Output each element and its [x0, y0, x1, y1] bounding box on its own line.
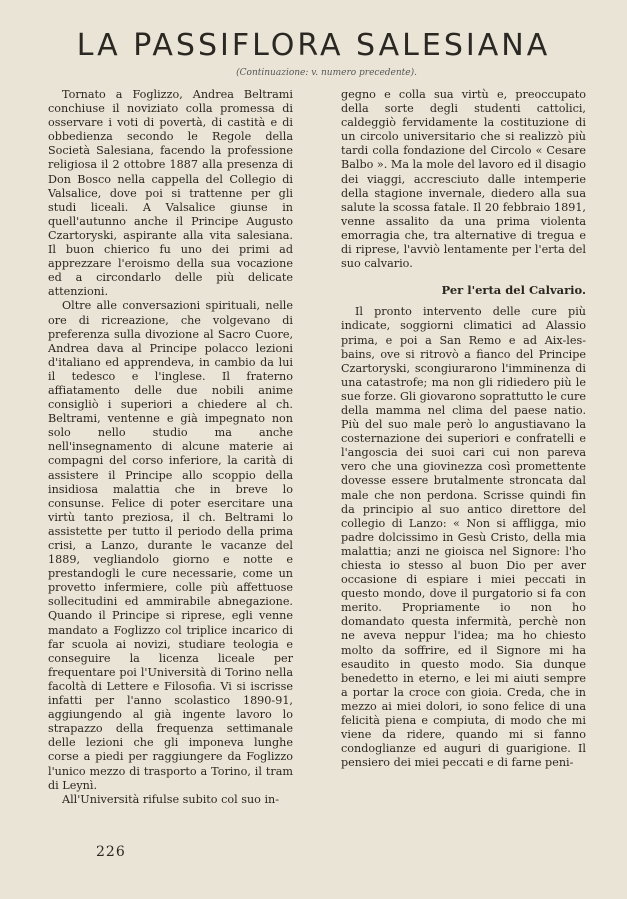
left-column: [48, 88, 293, 807]
paragraph: Tornato a Foglizzo, Andrea Beltrami conchiuse il noviziato colla promessa di osservare i voti di povertà, di castità e di obbedienza secondo le Regole della Società Salesiana, facendo la professione religiosa il 2 ottobre 1887 alla presenza di Don Bosco nella cappella del Collegio di Valsalice, dove poi si trattenne per gli studi liceali. A Valsalice giunse in quell'autunno anche il Principe Augusto Czartoryski, aspirante alla vita salesiana. Il buon chierico fu uno dei primi ad apprezzare l'eroismo della sua vocazione ed a circondarlo delle più delicate attenzioni.: [48, 88, 293, 299]
right-column: [341, 88, 586, 770]
continuation-note: (Continuazione: v. numero precedente).: [236, 68, 417, 78]
paragraph: All'Università rifulse subito col suo in-: [62, 792, 280, 806]
paragraph: Oltre alle conversazioni spirituali, nelle ore di ricreazione, che volgevano di preferenza sulla divozione al Sacro Cuore, Andrea dava al Principe polacco lezioni d'italiano ed apprendeva, in cambio da lui il tedesco e l'inglese. Il fraterno affiatamento delle due nobili anime consigliò i superiori a chiedere al ch. Beltrami, ventenne e già impegnato non solo nello studio ma anche nell'insegnamento di alcune materie ai compagni del corso inferiore, la carità di assistere il Principe allo scoppio della insidiosa malattia che in breve lo consunse. Felice di poter esercitare una virtù tanto preziosa, il ch. Beltrami lo assistette per tutto il periodo della prima crisi, a Lanzo, durante le vacanze del 1889, vegliandolo giorno e notte e prestandogli le cure necessarie, come un provetto infermiere, colle più affettuose sollecitudini ed ammirabile abnegazione. Quando il Principe si riprese, egli venne mandato a Foglizzo col triplice incarico di far scuola ai novizi, studiare teologia e conseguire la licenza liceale per frequentare poi l'Università di Torino nella facoltà di Lettere e Filosofia. Vi si iscrisse infatti per l'anno scolastico 1890-91, aggiungendo al già ingente lavoro lo strapazzo della frequenza settimanale delle lezioni che gli imponeva lunghe corse a piedi per raggiungere da Foglizzo l'unico mezzo di trasporto a Torino, il tram di Leynì.: [48, 299, 293, 792]
section-heading: Per l'erta del Calvario.: [441, 283, 586, 298]
paragraph: Il pronto intervento delle cure più indicate, soggiorni climatici ad Alassio prima, e poi a San Remo e ad Aix-les-bains, ove si ritrovò a fianco del Principe Czartoryski, scongiurarono l'imminenza di una catastrofe; ma non gli ridiedero più le sue forze. Gli giovarono soprattutto le cure della mamma nel clima del paese natio. Più del suo male però lo angustiavano la costernazione dei superiori e confratelli e l'angoscia dei suoi cari cui non pareva vero che una giovinezza così promettente dovesse essere brutalmente stroncata dal male che non perdona. Scrisse quindi fin da principio al suo antico direttore del collegio di Lanzo: « Non si affligga, mio padre dolcissimo in Gesù Cristo, della mia malattia; anzi ne gioisca nel Signore: l'ho chiesta io stesso al buon Dio per aver occasione di espiare i miei peccati in questo mondo, dove il purgatorio si fa con merito. Propriamente io non ho domandato questa infermità, perchè non ne aveva neppur l'idea; ma ho chiesto molto da soffrire, ed il Signore mi ha esaudito in questo modo. Sia dunque benedetto in eterno, e lei mi aiuti sempre a portar la croce con gioia. Creda, che in mezzo ai miei dolori, io sono felice di una felicità piena e compiuta, di modo che mi viene da ridere, quando mi si fanno condoglianze ed auguri di guarigione. Il pensiero dei miei peccati e di farne peni-: [341, 305, 586, 770]
paragraph: gegno e colla sua virtù e, preoccupato della sorte degli studenti cattolici, caldeggiò fervidamente la costituzione di un circolo universitario che si realizzò più tardi colla fondazione del Circolo « Cesare Balbo ». Ma la mole del lavoro ed il disagio dei viaggi, accresciuto dalle intemperie della stagione invernale, diedero alla sua salute la scossa fatale. Il 20 febbraio 1891, venne assalito da una prima violenta emorragia che, tra alternative di tregua e di riprese, l'avviò lentamente per l'erta del suo calvario.: [341, 88, 586, 271]
article-title: LA PASSIFLORA SALESIANA: [76, 28, 551, 63]
page-number: 226: [96, 844, 126, 860]
